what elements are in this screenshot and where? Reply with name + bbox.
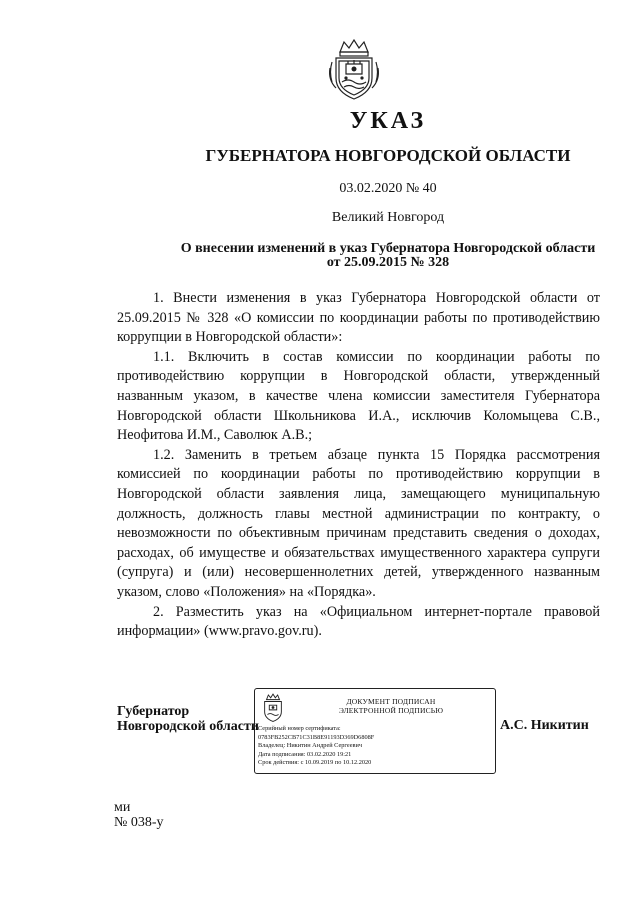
decree-body <box>117 289 600 642</box>
paragraph-2: 2. Разместить указ на «Официальном интернет-портале правовой информации» (www.pravo.gov.ru). <box>117 603 600 640</box>
registration-number: № 038-у <box>114 815 164 830</box>
subject-line-2: от 25.09.2015 № 328 <box>326 255 450 270</box>
stamp-coat-of-arms-icon <box>260 693 286 723</box>
document-type-heading: УКАЗ <box>349 108 427 134</box>
decree-subject <box>0 242 640 270</box>
signing-date: Дата подписания: 03.02.2020 19:21 <box>258 750 352 758</box>
stamp-details <box>258 725 374 768</box>
certificate-validity: Срок действия: с 10.09.2019 по 10.12.2020 <box>258 759 372 767</box>
subject-line-1: О внесении изменений в указ Губернатора Новгородской области <box>180 241 596 256</box>
paragraph-1: 1. Внести изменения в указ Губернатора Новгородской области от 25.09.2015 № 328 «О комиссии по координации работы по противодействию коррупции в Новгородской области»: <box>117 290 600 346</box>
registration-footer <box>114 800 164 830</box>
paragraph-1-2: 1.2. Заменить в третьем абзаце пункта 15 Порядка рассмотрения комиссией по координации работы по противодействию коррупции в Новгородской области заявления лица, замещающего муниципальную должность, должность главы местной администрации по контракту, о невозможности по объективным причинам представить сведения о доходах, расходах, об имуществе и обязательствах имущественного характера супруги (супруга) и (или) несовершеннолетних детей, утвержденного названным указом, слово «Положения» на «Порядка». <box>117 446 600 600</box>
signatory-title-line-1: Губернатор <box>117 704 190 719</box>
issuer-heading: ГУБЕРНАТОРА НОВГОРОДСКОЙ ОБЛАСТИ <box>205 146 571 165</box>
executor-initials: ми <box>114 800 131 815</box>
certificate-serial: 0783FB252CB71C31B8E91193D369D6808F <box>258 733 375 741</box>
paragraph-1-1: 1.1. Включить в состав комиссии по координации работы по противодействию коррупции в Новгородской области, утвержденный названным указом, в качестве члена комиссии заместителя Губернатора Новгородской области Школьникова И.А., исключив Коломыцева С.В., Неофитова И.М., Саволюк А.В.; <box>117 348 600 444</box>
signatory-title-line-2: Новгородской области <box>117 719 259 734</box>
signatory-name: А.С. Никитин <box>500 718 589 733</box>
certificate-owner: Владелец: Никитин Андрей Сергеевич <box>258 742 363 750</box>
stamp-heading <box>287 697 495 715</box>
city-name: Великий Новгород <box>331 210 445 225</box>
stamp-heading-line-2: ЭЛЕКТРОННОЙ ПОДПИСЬЮ <box>338 706 444 715</box>
date-and-number: 03.02.2020 № 40 <box>339 181 437 196</box>
coat-of-arms-icon <box>326 38 382 102</box>
certificate-label: Серийный номер сертификата: <box>258 725 341 732</box>
signatory-title <box>117 704 259 734</box>
stamp-heading-line-1: ДОКУМЕНТ ПОДПИСАН <box>346 697 436 706</box>
electronic-signature-stamp <box>254 688 496 774</box>
